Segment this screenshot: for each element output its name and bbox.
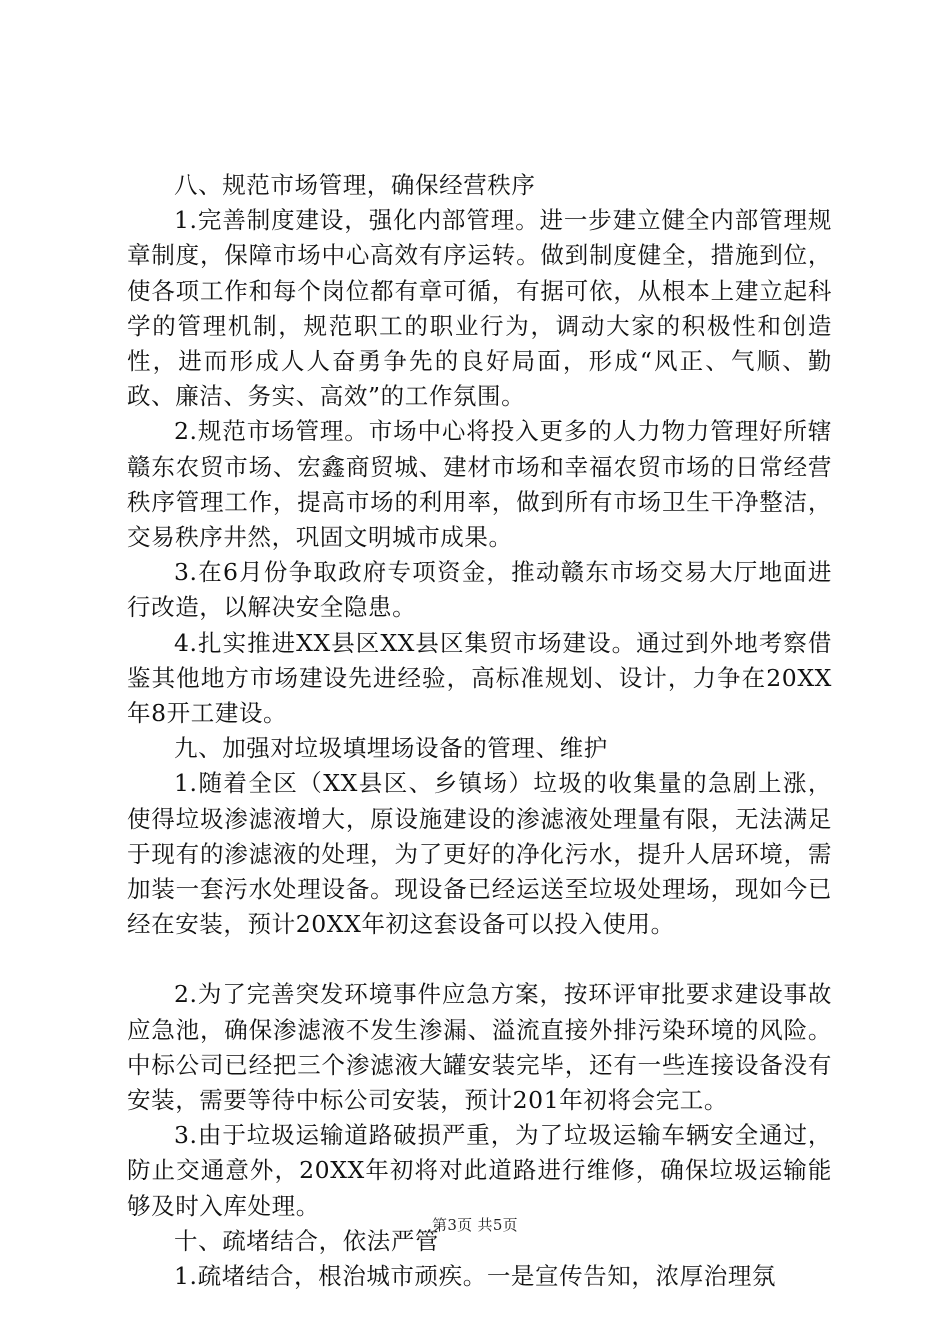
paragraph-8-4: 4.扎实推进XX县区XX县区集贸市场建设。通过到外地考察借鉴其他地方市场建设先进经验，高标准规划、设计，力争在20XX年8开工建设。 xyxy=(127,628,832,728)
section-heading-9: 九、加强对垃圾填埋场设备的管理、维护 xyxy=(174,734,608,763)
paragraph-9-3: 3.由于垃圾运输道路破损严重，为了垃圾运输车辆安全通过，防止交通意外，20XX年初将对此道路进行维修，确保垃圾运输能够及时入库处理。 xyxy=(127,1121,832,1220)
section-heading-8: 八、规范市场管理，确保经营秩序 xyxy=(174,171,536,199)
paragraph-8-2: 2.规范市场管理。市场中心将投入更多的人力物力管理好所辖赣东农贸市场、宏鑫商贸城、建材市场和幸福农贸市场的日常经营秩序管理工作，提高市场的利用率，做到所有市场卫生干净整洁，交易秩序井然，巩固文明城市成果。 xyxy=(127,417,832,552)
paragraph-8-1: 1.完善制度建设，强化内部管理。进一步建立健全内部管理规章制度，保障市场中心高效有序运转。做到制度健全，措施到位，使各项工作和每个岗位都有章可循，有据可依，从根本上建立起科学的管理机制，规范职工的职业行为，调动大家的积极性和创造性，进而形成人人奋勇争先的良好局面，形成“风正、气顺、勤政、廉洁、务实、高效”的工作氛围。 xyxy=(127,206,832,411)
paragraph-10-1: 1.疏堵结合，根治城市顽疾。一是宣传告知，浓厚治理氛 xyxy=(174,1262,777,1291)
paragraph-9-1: 1.随着全区（XX县区、乡镇场）垃圾的收集量的急剧上涨，使得垃圾渗滤液增大，原设施建设的渗滤液处理量有限，无法满足于现有的渗滤液的处理，为了更好的净化污水，提升人居环境，需加装一套污水处理设备。现设备已经运送至垃圾处理场，现如今已经在安装，预计20XX年初这套设备可以投入使用。 xyxy=(127,769,832,939)
document-body xyxy=(127,168,832,1294)
paragraph-8-3: 3.在6月份争取政府专项资金，推动赣东市场交易大厅地面进行改造，以解决安全隐患。 xyxy=(127,558,832,622)
section-heading-10: 十、疏堵结合，依法严管 xyxy=(174,1226,440,1255)
paragraph-9-2: 2.为了完善突发环境事件应急方案，按环评审批要求建设事故应急池，确保渗滤液不发生渗漏、溢流直接外排污染环境的风险。中标公司已经把三个渗滤液大罐安装完毕，还有一些连接设备没有安装，需要等待中标公司安装，预计201年初将会完工。 xyxy=(127,980,832,1115)
page-number-footer: 第3页 共5页 xyxy=(432,1216,518,1234)
